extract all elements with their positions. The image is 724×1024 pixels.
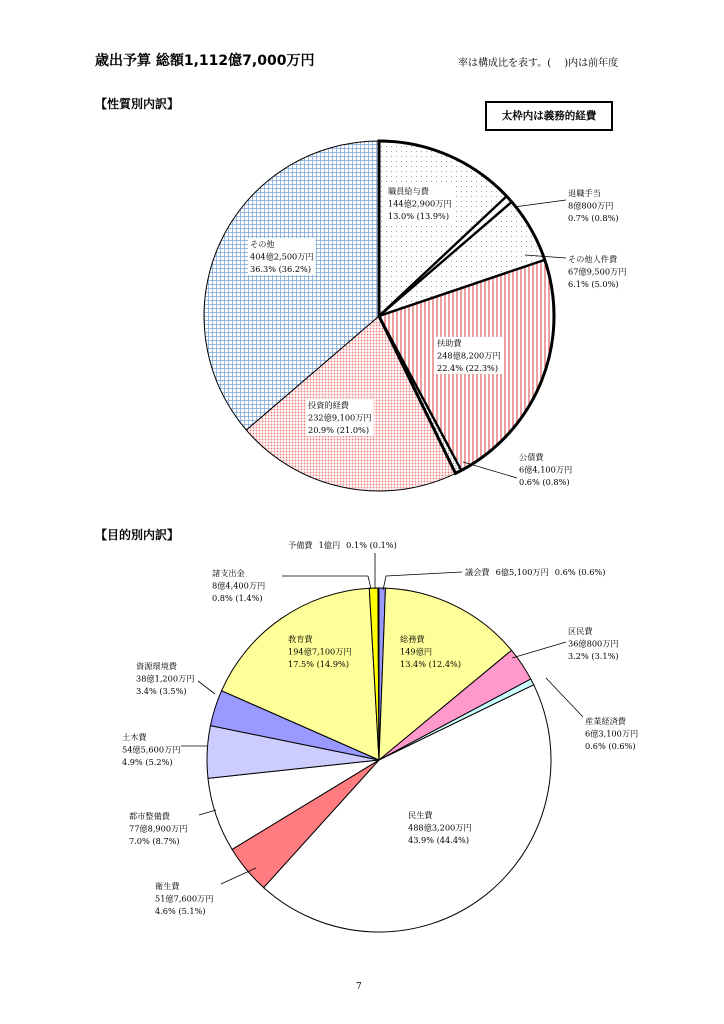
pie2-label-8 [136,661,194,696]
pie2-label-5 [155,881,213,916]
pie2-label-11-part-1: 1億円 [318,540,341,550]
pie1-label-3-line-1: 248億8,200万円 [437,350,501,361]
page-number: 7 [356,982,362,992]
pie1-label-5-line-1: 232億9,100万円 [308,412,372,423]
pie2-label-2-line-2: 3.2% (3.1%) [568,651,619,661]
pie2-label-3-line-1: 6億3,100万円 [585,728,639,739]
pie1-label-4-line-2: 0.6% (0.8%) [519,477,570,487]
pie1-label-5-line-0: 投資的経費 [308,400,349,410]
pie2-label-7-line-0: 土木費 [122,732,147,742]
pie1-label-2 [568,254,626,289]
pie1-label-1 [568,188,619,223]
pie2-label-6-line-0: 都市整備費 [129,811,170,821]
page-note: 率は構成比を表す。( )内は前年度 [458,58,619,69]
pie2-label-11-part-2: 0.1% (0.1%) [346,540,397,550]
pie2-label-9-line-1: 194億7,100万円 [288,646,352,657]
pie2-label-4-line-1: 488億3,200万円 [408,822,472,833]
pie1-label-1-line-1: 8億800万円 [568,200,614,211]
pie2-label-6-line-2: 7.0% (8.7%) [129,836,180,846]
pie2-label-10 [212,568,265,603]
pie2-label-4-line-2: 43.9% (44.4%) [408,835,470,845]
pie2-leader-10 [282,576,371,589]
pie2-label-10-line-0: 諸支出金 [212,568,245,578]
pie1-label-0-line-2: 13.0% (13.9%) [388,211,450,221]
pie1-label-2-line-0: その他人件費 [568,254,618,264]
pie2-label-3 [585,716,638,751]
section-title-nature: 【性質別内訳】 [95,97,180,111]
pie2-label-0-part-0: 議会費 [465,567,490,577]
pie1-leader-4 [463,462,517,478]
pie2-label-0 [465,567,605,577]
pie2-leader-6 [199,810,216,815]
pie2-label-2-line-1: 36億800万円 [568,638,619,649]
pie2-label-6 [129,811,187,846]
pie2-label-8-line-2: 3.4% (3.5%) [136,686,187,696]
pie1-label-4-line-0: 公債費 [519,452,544,462]
pie1-label-1-line-2: 0.7% (0.8%) [568,213,619,223]
pie2-leader-5 [221,868,256,884]
pie2-label-9-line-2: 17.5% (14.9%) [288,659,350,669]
pie2-label-2-line-0: 区民費 [568,626,593,636]
pie2-label-5-line-0: 衛生費 [155,881,180,891]
pie2-label-7-line-2: 4.9% (5.2%) [122,757,173,767]
pie2-label-0-part-1: 6億5,100万円 [495,567,549,577]
pie1-label-3-line-2: 22.4% (22.3%) [437,363,499,373]
pie2-label-7 [122,732,180,767]
pie2-label-7-line-1: 54億5,600万円 [122,744,181,755]
pie1-label-6-line-1: 404億2,500万円 [250,251,314,262]
pie2-label-8-line-0: 資源環境費 [136,661,177,671]
pie2-label-5-line-1: 51億7,600万円 [155,893,214,904]
pie2-label-3-line-2: 0.6% (0.6%) [585,741,636,751]
pie2-label-1-line-1: 149億円 [400,646,433,657]
pie1-label-5-line-2: 20.9% (21.0%) [308,425,370,435]
pie2-label-9-line-0: 教育費 [288,634,313,644]
pie1-label-3-line-0: 扶助費 [437,338,462,348]
pie1-label-4-line-1: 6億4,100万円 [519,464,573,475]
pie2-label-11 [288,540,397,550]
pie2-leader-3 [546,678,583,717]
pie2-label-4-line-0: 民生費 [408,810,433,820]
page-title: 歳出予算 総額1,112億7,000万円 [95,53,315,69]
pie2-label-10-line-2: 0.8% (1.4%) [212,593,263,603]
pie1-label-0-line-0: 職員給与費 [388,186,429,196]
pie2-label-3-line-0: 産業経済費 [585,716,626,726]
pie1-label-0-line-1: 144億2,900万円 [388,198,452,209]
pie2-leader-8 [198,681,215,694]
pie1-label-1-line-0: 退職手当 [568,188,601,198]
pie2-label-10-line-1: 8億4,400万円 [212,580,266,591]
pie2-label-5-line-2: 4.6% (5.1%) [155,906,206,916]
mandatory-expense-note: 太枠内は義務的経費 [485,101,613,131]
pie1-label-2-line-1: 67億9,500万円 [568,266,627,277]
pie2-label-1-line-2: 13.4% (12.4%) [400,659,462,669]
pie2-leader-0 [383,572,462,590]
section-title-purpose: 【目的別内訳】 [95,528,180,542]
pie1-label-2-line-2: 6.1% (5.0%) [568,279,619,289]
pie1-leader-1 [514,200,566,207]
pie2-label-11-part-0: 予備費 [288,540,313,550]
pie2-label-6-line-1: 77億8,900万円 [129,823,188,834]
pie2-label-0-part-2: 0.6% (0.6%) [554,567,606,577]
pie1-label-4 [519,452,572,487]
pie2-label-2 [568,626,619,661]
pie1-label-6-line-2: 36.3% (36.2%) [250,264,312,274]
pie2-label-1-line-0: 総務費 [400,634,425,644]
pie2-label-8-line-1: 38億1,200万円 [136,673,195,684]
pie1-label-6-line-0: その他 [250,239,275,249]
pie2-leader-2 [512,642,566,658]
